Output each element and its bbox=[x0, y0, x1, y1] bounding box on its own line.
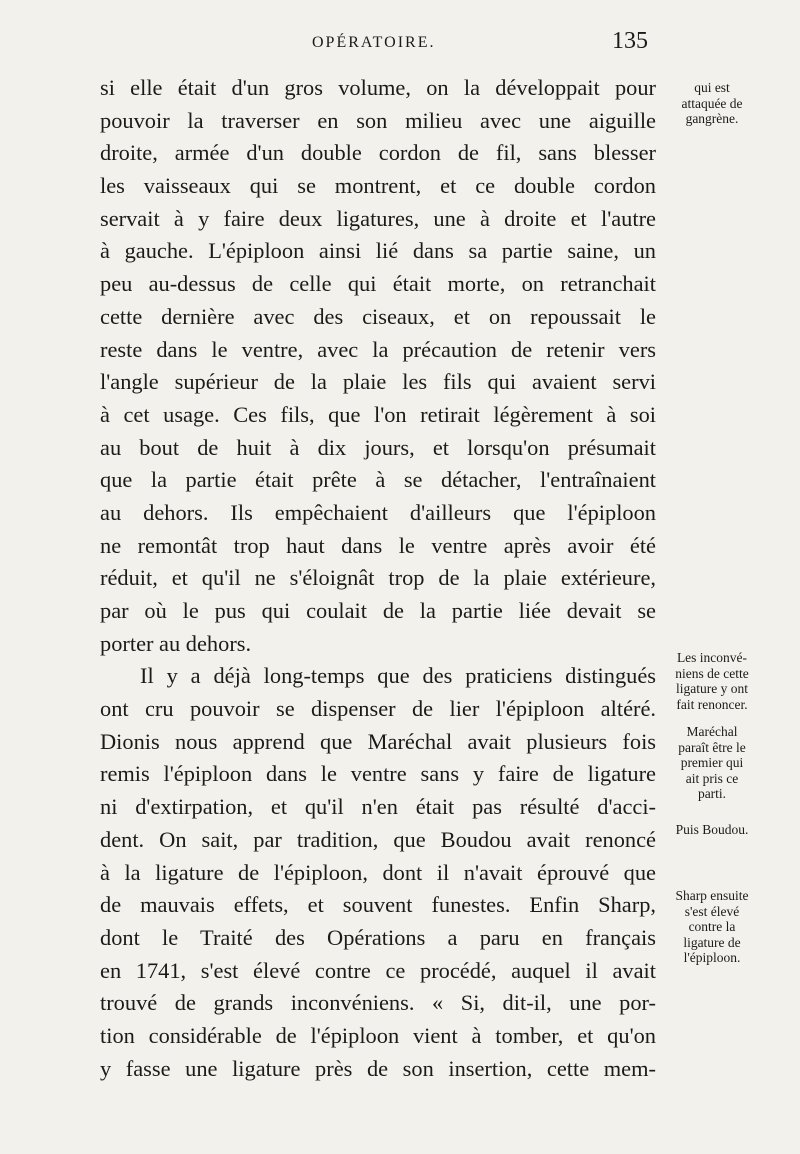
text-line: par où le pus qui coulait de la partie liée devait se bbox=[100, 598, 656, 623]
text-line: de mauvais effets, et souvent funestes. Enfin Sharp, bbox=[100, 892, 656, 918]
running-title: OPÉRATOIRE. bbox=[312, 34, 436, 51]
margin-note-line: l'épiploon. bbox=[683, 950, 741, 965]
margin-note-line: ligature de bbox=[683, 934, 741, 950]
margin-note-line: premier qui bbox=[680, 755, 744, 770]
body-text bbox=[100, 72, 656, 1085]
text-line: servait à y faire deux ligatures, une à droite et l'autre bbox=[100, 205, 656, 231]
text-line: à cet usage. Ces fils, que l'on retirait légèrement à soi bbox=[100, 401, 656, 427]
text-line: en 1741, s'est élevé contre ce procédé, auquel il avait bbox=[100, 957, 656, 983]
margin-note-inconveniens bbox=[660, 650, 764, 712]
margin-note-line: Les inconvé- bbox=[676, 650, 748, 665]
margin-note-line: s'est élevé bbox=[684, 903, 740, 919]
text-line: tion considérable de l'épiploon vient à tomber, et qu'on bbox=[100, 1022, 656, 1048]
margin-note-line: niens de cette bbox=[675, 665, 749, 681]
text-line: remis l'épiploon dans le ventre sans y faire de ligature bbox=[100, 761, 656, 787]
text-line: y fasse une ligature près de son insertion, cette mem- bbox=[100, 1055, 656, 1081]
text-line: ont cru pouvoir se dispenser de lier l'épiploon altéré. bbox=[100, 696, 656, 722]
text-line: dont le Traité des Opérations a paru en français bbox=[100, 924, 656, 950]
margin-note-line: Puis Boudou. bbox=[675, 822, 749, 837]
text-line: peu au-dessus de celle qui était morte, on retranchait bbox=[100, 271, 656, 297]
text-line: au dehors. Ils empêchaient d'ailleurs que l'épiploon bbox=[100, 499, 656, 525]
text-line: cette dernière avec des ciseaux, et on repoussait le bbox=[100, 303, 656, 329]
page-number: 135 bbox=[612, 28, 648, 54]
margin-note-marechal bbox=[660, 724, 764, 802]
margin-note-sharp bbox=[660, 888, 764, 966]
text-line: porter au dehors. bbox=[100, 630, 252, 656]
margin-note-line: ait pris ce bbox=[685, 770, 739, 786]
text-line: dent. On sait, par tradition, que Boudou avait renoncé bbox=[100, 826, 656, 852]
text-line: à la ligature de l'épiploon, dont il n'avait éprouvé que bbox=[100, 859, 656, 885]
text-line: l'angle supérieur de la plaie les fils qui avaient servi bbox=[100, 369, 656, 395]
margin-note-line: qui est bbox=[694, 80, 730, 95]
text-line: les vaisseaux qui se montrent, et ce double cordon bbox=[100, 173, 656, 199]
text-line: Dionis nous apprend que Maréchal avait plusieurs fois bbox=[100, 728, 656, 754]
text-line: ni d'extirpation, et qu'il n'en était pas résulté d'acci- bbox=[100, 794, 656, 820]
text-line: au bout de huit à dix jours, et lorsqu'on présumait bbox=[100, 434, 656, 460]
margin-note-line: Maréchal bbox=[686, 724, 738, 739]
margin-note-line: paraît être le bbox=[678, 739, 746, 755]
margin-note-line: fait renoncer. bbox=[676, 696, 748, 712]
text-line: trouvé de grands inconvéniens. « Si, dit-il, une por- bbox=[100, 990, 656, 1016]
margin-note-line: parti. bbox=[697, 786, 727, 801]
margin-note-line: attaquée de bbox=[681, 95, 743, 111]
text-line: si elle était d'un gros volume, on la développait pour bbox=[100, 75, 656, 100]
margin-note-line: ligature y ont bbox=[676, 681, 748, 696]
text-line: pouvoir la traverser en son milieu avec une aiguille bbox=[100, 107, 656, 133]
text-line: que la partie était prête à se détacher, l'entraînaient bbox=[100, 467, 656, 493]
text-line: reste dans le ventre, avec la précaution de retenir vers bbox=[100, 336, 656, 362]
margin-note-line: Sharp ensuite bbox=[675, 888, 749, 903]
margin-note-gangrene bbox=[660, 80, 764, 127]
text-line: à gauche. L'épiploon ainsi lié dans sa partie saine, un bbox=[100, 238, 656, 264]
text-line: droite, armée d'un double cordon de fil, sans blesser bbox=[100, 140, 656, 166]
margin-note-line: gangrène. bbox=[685, 111, 739, 126]
page-header bbox=[100, 28, 656, 66]
text-line: Il y a déjà long-temps que des praticiens distingués bbox=[140, 663, 656, 689]
text-line: réduit, et qu'il ne s'éloignât trop de la plaie extérieure, bbox=[100, 565, 656, 591]
margin-note-boudou bbox=[660, 822, 764, 838]
text-line: ne remontât trop haut dans le ventre après avoir été bbox=[100, 532, 656, 558]
margin-note-line: contre la bbox=[688, 919, 736, 934]
